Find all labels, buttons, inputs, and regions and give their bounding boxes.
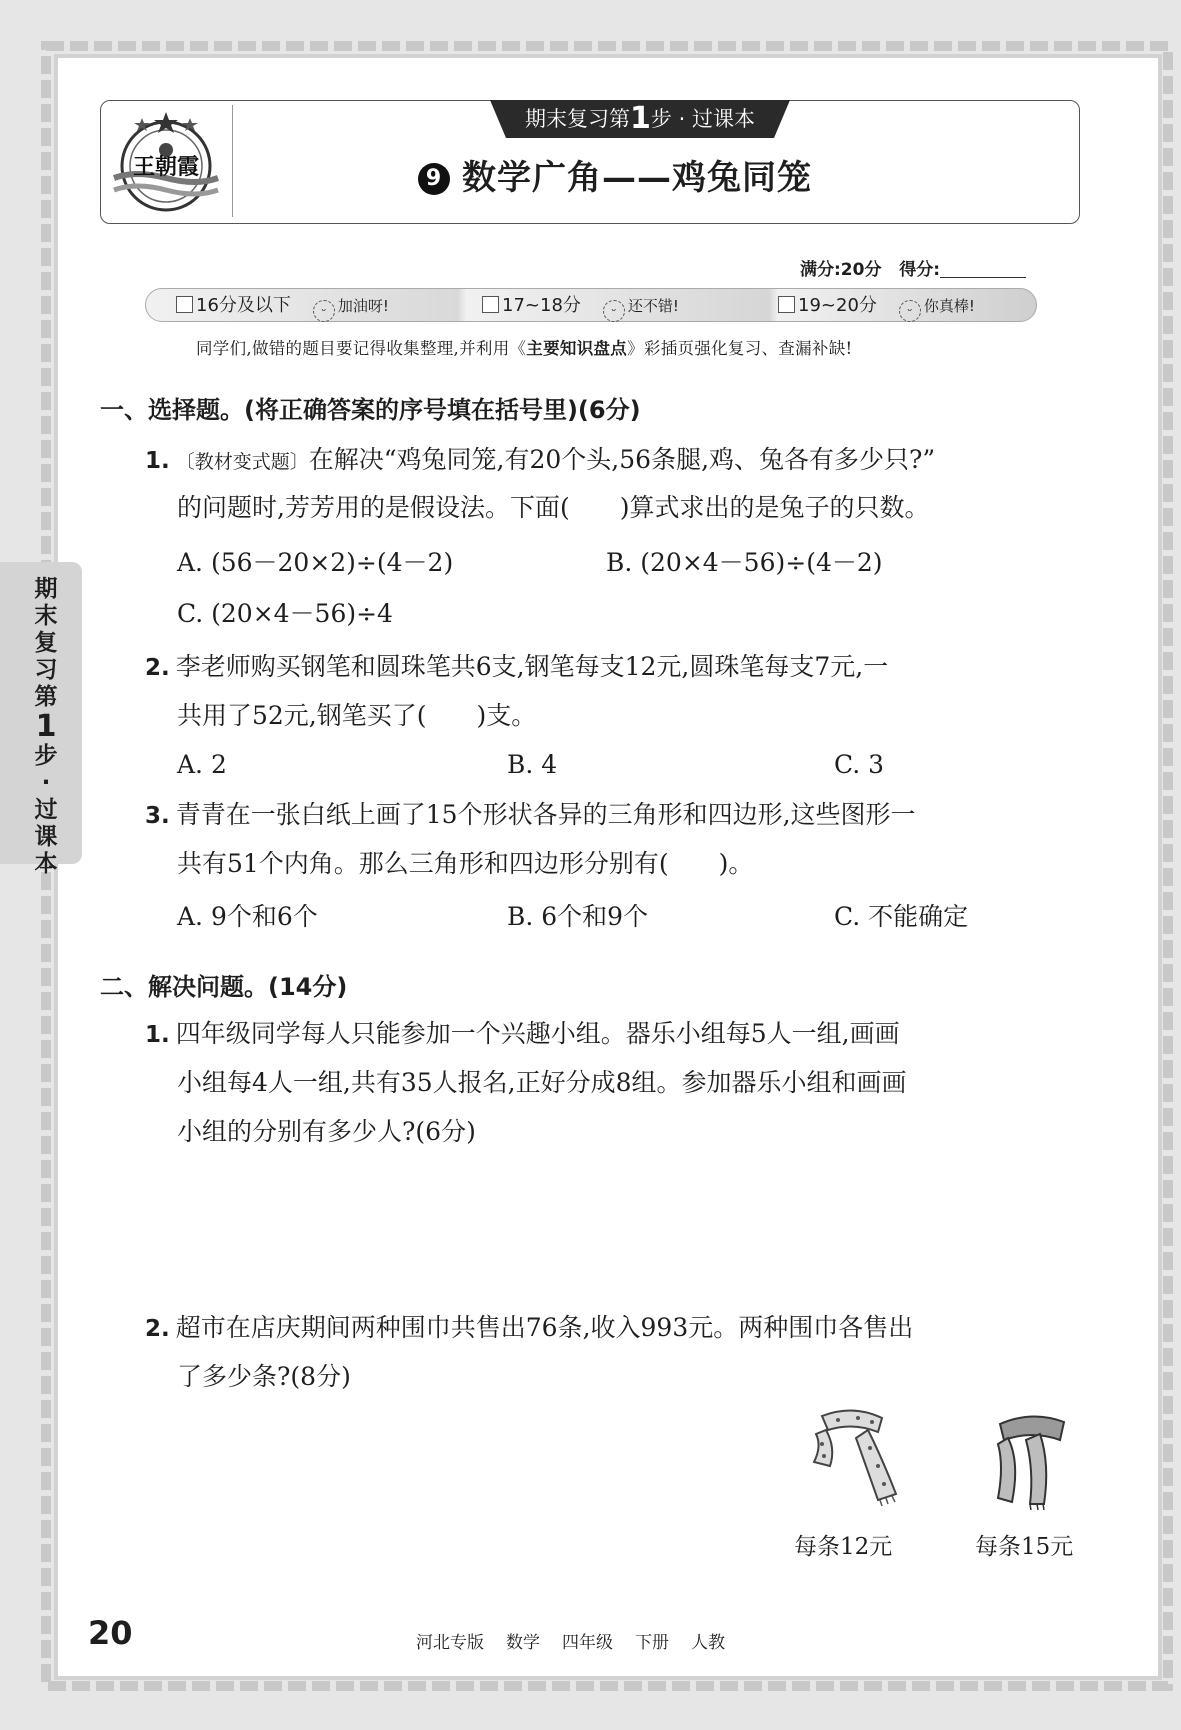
question-2-2: 2. 超市在店庆期间两种围巾共售出76条,收入993元。两种围巾各售出 bbox=[145, 1313, 914, 1342]
question-1-3: 3. 青青在一张白纸上画了15个形状各异的三角形和四边形,这些图形一 bbox=[145, 800, 916, 829]
option-1-3-a: A. 9个和6个 bbox=[177, 902, 318, 931]
section-title-problems: 二、解决问题。(14分) bbox=[100, 973, 348, 1001]
option-1-3-c: C. 不能确定 bbox=[834, 902, 969, 931]
section-title-choice: 一、选择题。(将正确答案的序号填在括号里)(6分) bbox=[100, 396, 641, 424]
smiley-icon: ᵕ bbox=[899, 300, 921, 322]
rating-item-low: 16分及以下 ᵕ 加油呀! bbox=[176, 294, 389, 318]
price-label-scarf-1: 每条12元 bbox=[794, 1534, 893, 1560]
page-title: 9 数学广角——鸡兔同笼 bbox=[418, 150, 812, 199]
question-2-2-line2: 了多少条?(8分) bbox=[177, 1362, 351, 1391]
rating-item-high: 19~20分 ᵕ 你真棒! bbox=[778, 294, 975, 318]
header-divider bbox=[232, 105, 233, 217]
question-2-1: 1. 四年级同学每人只能参加一个兴趣小组。器乐小组每5人一组,画画 bbox=[145, 1019, 900, 1048]
side-tab-label: 期 末 复 习 第 1 步 · 过 课 本 bbox=[34, 576, 58, 877]
checkbox-icon[interactable] bbox=[482, 296, 499, 313]
option-1-1-a: A. (56－20×2)÷(4－2) bbox=[177, 548, 454, 577]
question-1-2: 2. 李老师购买钢笔和圆珠笔共6支,钢笔每支12元,圆珠笔每支7元,一 bbox=[145, 652, 889, 681]
footer-info: 河北专版 数学 四年级 下册 人教 bbox=[416, 1633, 725, 1653]
dotted-scarf-icon bbox=[808, 1408, 898, 1508]
review-reminder: 同学们,做错的题目要记得收集整理,并利用《主要知识盘点》彩插页强化复习、查漏补缺! bbox=[196, 339, 853, 358]
question-2-1-line3: 小组的分别有多少人?(6分) bbox=[177, 1117, 476, 1146]
option-1-2-b: B. 4 bbox=[507, 750, 558, 779]
price-label-scarf-2: 每条15元 bbox=[975, 1534, 1074, 1560]
svg-text:王朝霞: 王朝霞 bbox=[132, 154, 200, 180]
chapter-number-badge: 9 bbox=[418, 163, 450, 195]
question-1-1-line2: 的问题时,芳芳用的是假设法。下面( )算式求出的是兔子的只数。 bbox=[177, 493, 930, 522]
question-1-3-line2: 共有51个内角。那么三角形和四边形分别有( )。 bbox=[177, 849, 754, 878]
checkbox-icon[interactable] bbox=[176, 296, 193, 313]
logo-emblem-icon bbox=[106, 108, 226, 216]
option-1-2-c: C. 3 bbox=[834, 750, 885, 779]
smiley-icon: ᵕ bbox=[313, 300, 335, 322]
smiley-icon: ᵕ bbox=[603, 300, 625, 322]
option-1-1-b: B. (20×4－56)÷(4－2) bbox=[606, 548, 883, 577]
question-1-2-line2: 共用了52元,钢笔买了( )支。 bbox=[177, 701, 537, 730]
score-blank[interactable] bbox=[940, 259, 1026, 278]
score-line: 满分:20分 得分: bbox=[800, 255, 1026, 280]
option-1-2-a: A. 2 bbox=[177, 750, 227, 779]
option-1-3-b: B. 6个和9个 bbox=[507, 902, 649, 931]
checkbox-icon[interactable] bbox=[778, 296, 795, 313]
page-number: 20 bbox=[88, 1614, 133, 1652]
question-2-1-line2: 小组每4人一组,共有35人报名,正好分成8组。参加器乐小组和画画 bbox=[177, 1068, 907, 1097]
question-1-1: 1. 〔教材变式题〕在解决“鸡兔同笼,有20个头,56条腿,鸡、兔各有多少只?” bbox=[145, 445, 936, 474]
step-label: 期末复习第1步 · 过课本 bbox=[525, 101, 755, 136]
option-1-1-c: C. (20×4－56)÷4 bbox=[177, 599, 393, 628]
rating-item-mid: 17~18分 ᵕ 还不错! bbox=[482, 294, 679, 318]
plain-scarf-icon bbox=[994, 1410, 1070, 1510]
